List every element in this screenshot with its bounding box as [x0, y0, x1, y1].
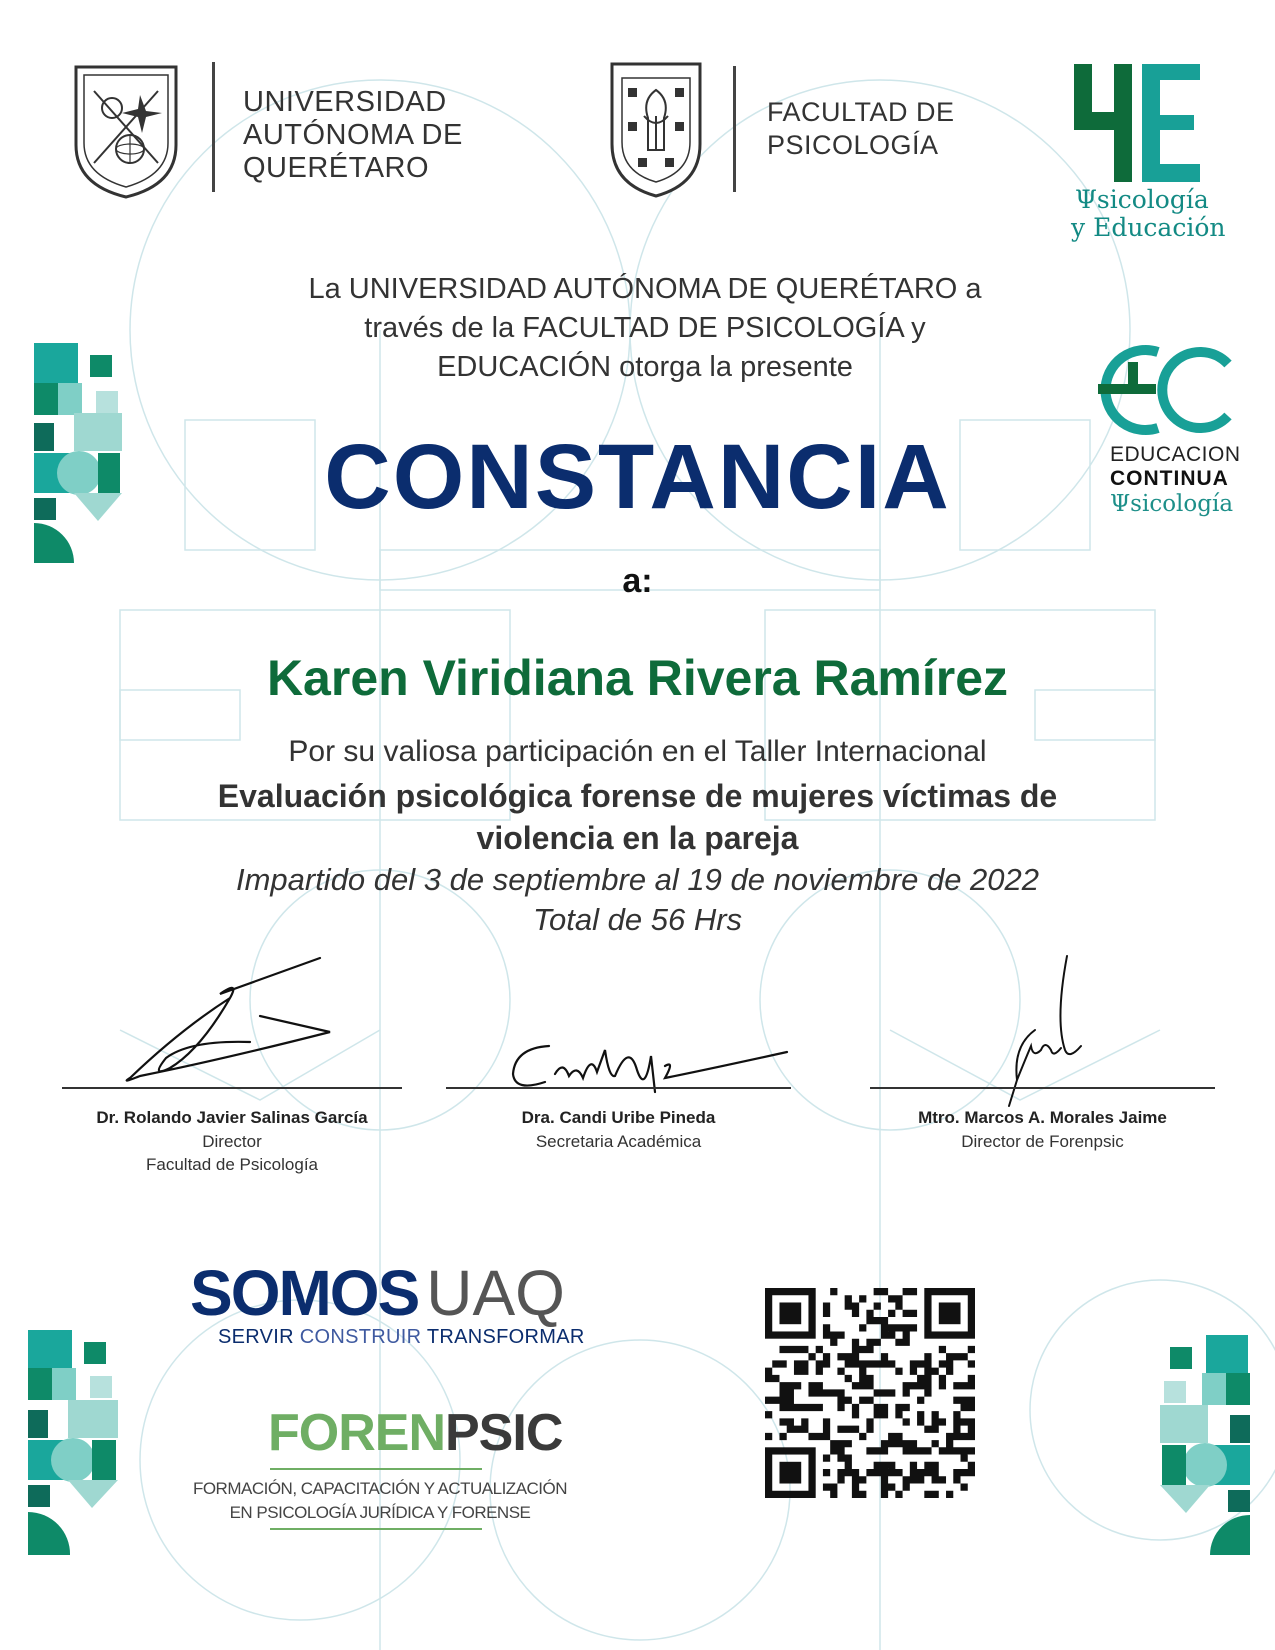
signer-name-1: Dr. Rolando Javier Salinas García	[96, 1108, 368, 1127]
ye-caption: Ψsicología y Educación	[1071, 185, 1226, 242]
course-title: Evaluación psicológica forense de mujeres víctimas de violencia en la pareja	[217, 778, 1058, 856]
forenpsic-rule-top	[270, 1468, 482, 1470]
faculty-name: FACULTAD DE PSICOLOGÍA	[767, 97, 955, 160]
signature-icon	[995, 950, 1105, 1110]
somos-tagline: SERVIR CONSTRUIR TRANSFORMAR	[218, 1326, 585, 1348]
signer-role-2: Secretaria Académica	[535, 1132, 702, 1151]
signer-role-1b: Facultad de Psicología	[146, 1155, 318, 1174]
forenpsic-rule-bottom	[270, 1528, 482, 1530]
forenpsic-subtitle: FORMACIÓN, CAPACITACIÓN Y ACTUALIZACIÓN EN PSICOLOGÍA JURÍDICA Y FORENSE	[192, 1479, 568, 1522]
somos-uaq-logo: SOMOS UAQ	[190, 1257, 565, 1329]
signer-role-3: Director de Forenpsic	[961, 1132, 1124, 1151]
recipient-prefix: a:	[622, 562, 653, 600]
signer-name-3: Mtro. Marcos A. Morales Jaime	[918, 1108, 1167, 1127]
psychology-faculty-seal-icon	[608, 60, 704, 200]
recipient-name: Karen Viridiana Rivera Ramírez	[266, 650, 1009, 706]
ye-logo-icon	[1070, 60, 1206, 186]
header-divider-left	[212, 62, 215, 192]
uaq-seal-icon	[72, 63, 180, 201]
signature-line-2	[446, 1087, 791, 1089]
course-dates: Impartido del 3 de septiembre al 19 de noviembre de 2022 Total de 56 Hrs	[235, 862, 1040, 937]
signer-name-2: Dra. Candi Uribe Pineda	[521, 1108, 716, 1127]
signature-line-3	[870, 1087, 1215, 1089]
forenpsic-logo: FORENPSIC	[268, 1404, 563, 1462]
participation-text: Por su valiosa participación en el Taller Internacional	[288, 735, 987, 768]
signature-line-1	[62, 1087, 402, 1089]
decorative-mosaic-bottom-right	[1160, 1335, 1250, 1555]
university-name: UNIVERSIDAD AUTÓNOMA DE QUERÉTARO	[243, 86, 463, 184]
qr-code-icon	[765, 1288, 975, 1498]
header-divider-right	[733, 66, 736, 192]
signature-icon	[110, 950, 340, 1085]
ec-caption: EDUCACION CONTINUA Ψsicología	[1110, 443, 1241, 517]
certificate-title: CONSTANCIA	[324, 426, 951, 528]
signer-role-1: Director	[202, 1132, 262, 1151]
signature-icon	[505, 1030, 795, 1100]
decorative-mosaic-bottom-left	[28, 1330, 123, 1555]
intro-text: La UNIVERSIDAD AUTÓNOMA DE QUERÉTARO a través de la FACULTAD DE PSICOLOGÍA y EDUCACIÓN otorga la presente	[308, 273, 982, 383]
ec-logo-icon	[1098, 342, 1240, 438]
